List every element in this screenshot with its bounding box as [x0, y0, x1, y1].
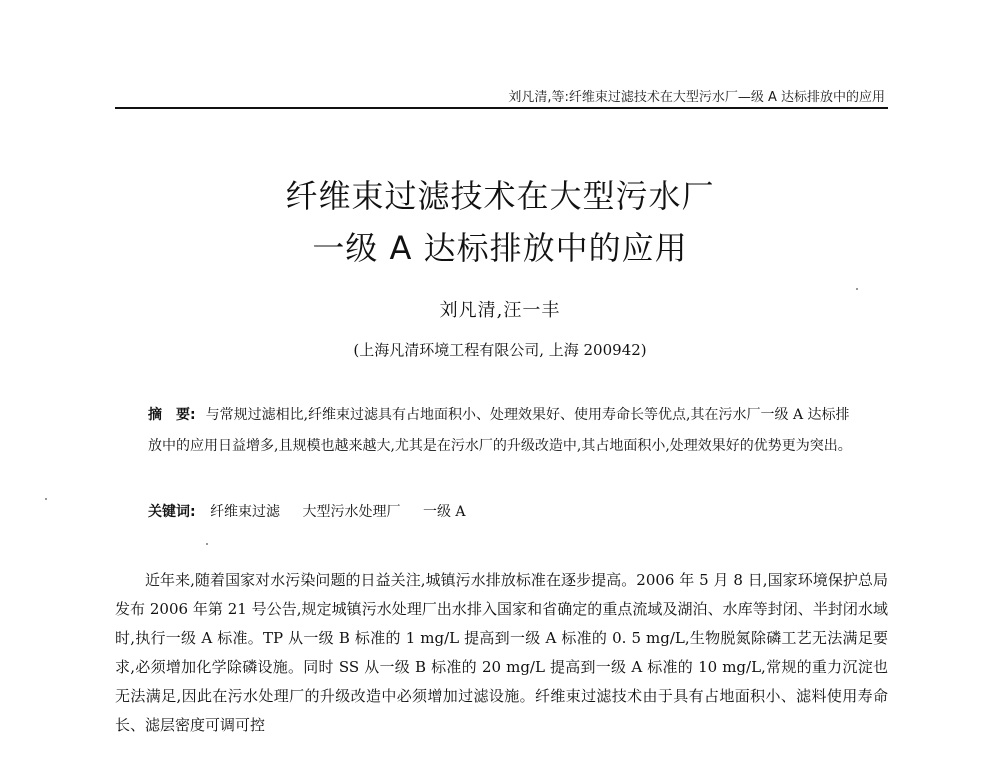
header-rule [115, 107, 888, 109]
abstract [148, 400, 858, 462]
body-paragraph: 近年来,随着国家对水污染问题的日益关注,城镇污水排放标准在逐步提高。2006 年 5 月 8 日,国家环境保护总局发布 2006 年第 21 号公告,规定城镇污水处理厂出水排入国家和省确定的重点流域及湖泊、水库等封闭、半封闭水域时,执行一级 A 标准。TP 从一级 B 标准的 1 mg/L 提高到一级 A 标准的 0. 5 mg/L,生物脱氮除磷工艺无法满足要求,必须增加化学除磷设施。同时 SS 从一级 B 标准的 20 mg/L 提高到一级 A 标准的 10 mg/L,常规的重力沉淀也无法满足,因此在污水处理厂的升级改造中必须增加过滤设施。纤维束过滤技术由于具有占地面积小、滤料使用寿命长、滤层密度可调可控 [115, 571, 888, 734]
keyword: 纤维束过滤 [210, 504, 281, 520]
scan-speck [856, 288, 858, 290]
title-line-2: 一级 A 达标排放中的应用 [312, 229, 688, 267]
keyword: 一级 A [422, 504, 466, 520]
keywords [148, 500, 858, 524]
abstract-label: 摘 要: [148, 407, 196, 423]
scan-speck [206, 543, 208, 545]
running-head: 刘凡清,等:纤维束过滤技术在大型污水厂—级 A 达标排放中的应用 [508, 90, 885, 105]
scan-speck [45, 498, 47, 500]
abstract-text: 与常规过滤相比,纤维束过滤具有占地面积小、处理效果好、使用寿命长等优点,其在污水厂一级 A 达标排放中的应用日益增多,且规模也越来越大,尤其是在污水厂的升级改造中,其占地面积小,处理效果好的优势更为突出。 [148, 407, 852, 454]
keyword: 大型污水处理厂 [302, 504, 401, 520]
body-text [115, 566, 888, 740]
article-title [0, 170, 1000, 274]
title-line-1: 纤维束过滤技术在大型污水厂 [285, 177, 715, 215]
authors: 刘凡清,汪一丰 [439, 300, 561, 321]
keywords-label: 关键词: [148, 504, 196, 520]
affiliation: (上海凡清环境工程有限公司, 上海 200942) [353, 341, 647, 359]
